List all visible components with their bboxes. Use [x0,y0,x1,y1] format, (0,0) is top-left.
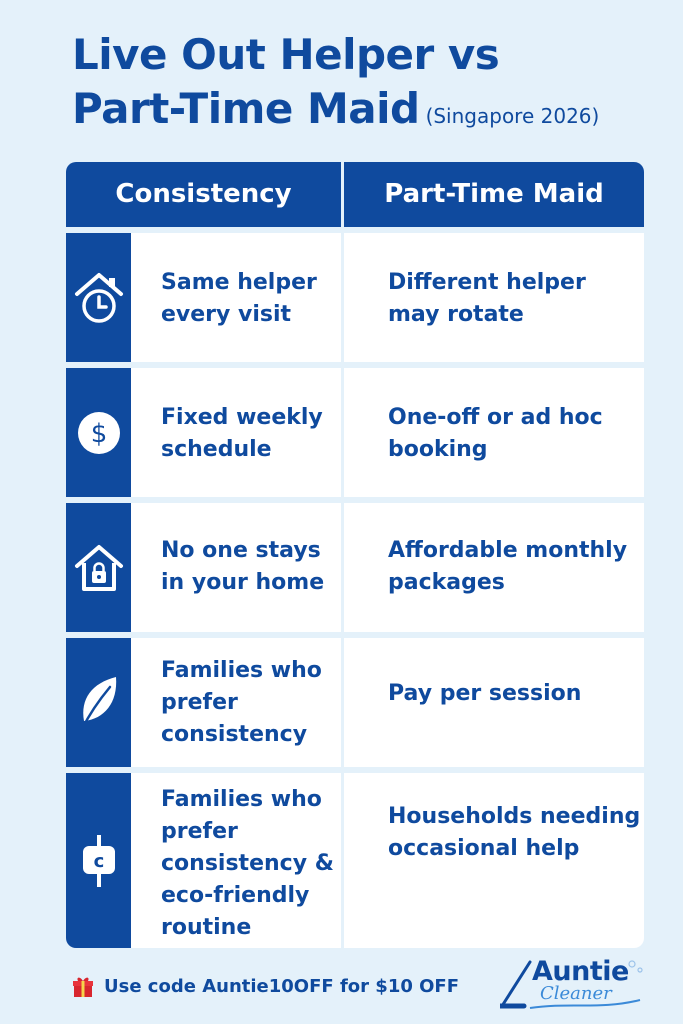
house-lock-icon [72,541,126,595]
promo-footer [72,972,459,1002]
header-consistency: Consistency [115,179,292,209]
title-line-1: Live Out Helper vs [72,30,500,79]
leaf-icon [74,673,124,733]
row-icon-cell [66,233,131,362]
row-left-text: Fixed weekly schedule [161,405,323,462]
row-left-cell [131,368,341,497]
svg-text:$: $ [90,418,107,449]
row-left-cell [131,233,341,362]
row-left-text: Families who prefer consistency [161,658,322,747]
row-icon-cell [66,368,131,497]
comparison-table [66,162,644,948]
row-right-cell [344,638,644,767]
title-line-2 [72,82,599,143]
page-title [72,28,599,143]
row-left-text: Families who prefer consistency & eco-friendly routine [161,787,334,940]
row-left-cell [131,503,341,632]
gift-icon [72,976,94,998]
row-icon-cell [66,503,131,632]
row-right-cell [344,503,644,632]
row-right-cell [344,368,644,497]
table-row [66,368,644,497]
logo-word-auntie: Auntie [532,956,629,987]
promo-text: Use code Auntie10OFF for $10 OFF [104,976,460,997]
svg-text:c: c [93,850,104,872]
logo-word-cleaner: Cleaner [540,983,612,1004]
row-icon-cell [66,773,131,948]
header-part-time-maid: Part-Time Maid [384,179,604,209]
row-right-text: Households needing occasional help [388,804,641,861]
row-right-text: One-off or ad hoc booking [388,405,603,462]
row-right-text: Pay per session [388,681,582,706]
table-row [66,773,644,948]
row-right-text: Affordable monthly packages [388,538,628,595]
coin-sign-icon [77,833,121,889]
row-left-text: No one stays in your home [161,538,325,595]
table-header [66,162,644,227]
table-row [66,503,644,632]
row-icon-cell [66,638,131,767]
row-right-cell [344,233,644,362]
row-left-cell [131,773,341,948]
title-subtitle: (Singapore 2026) [425,104,600,128]
auntie-cleaner-logo [500,956,650,1016]
house-clock-icon [73,270,125,326]
row-left-text: Same helper every visit [161,270,317,327]
row-right-cell [344,773,644,948]
title-line-2-text: Part-Time Maid [72,84,420,133]
table-row [66,233,644,362]
row-right-text: Different helper may rotate [388,270,586,327]
table-row [66,638,644,767]
row-left-cell [131,638,341,767]
dollar-icon [74,408,124,458]
